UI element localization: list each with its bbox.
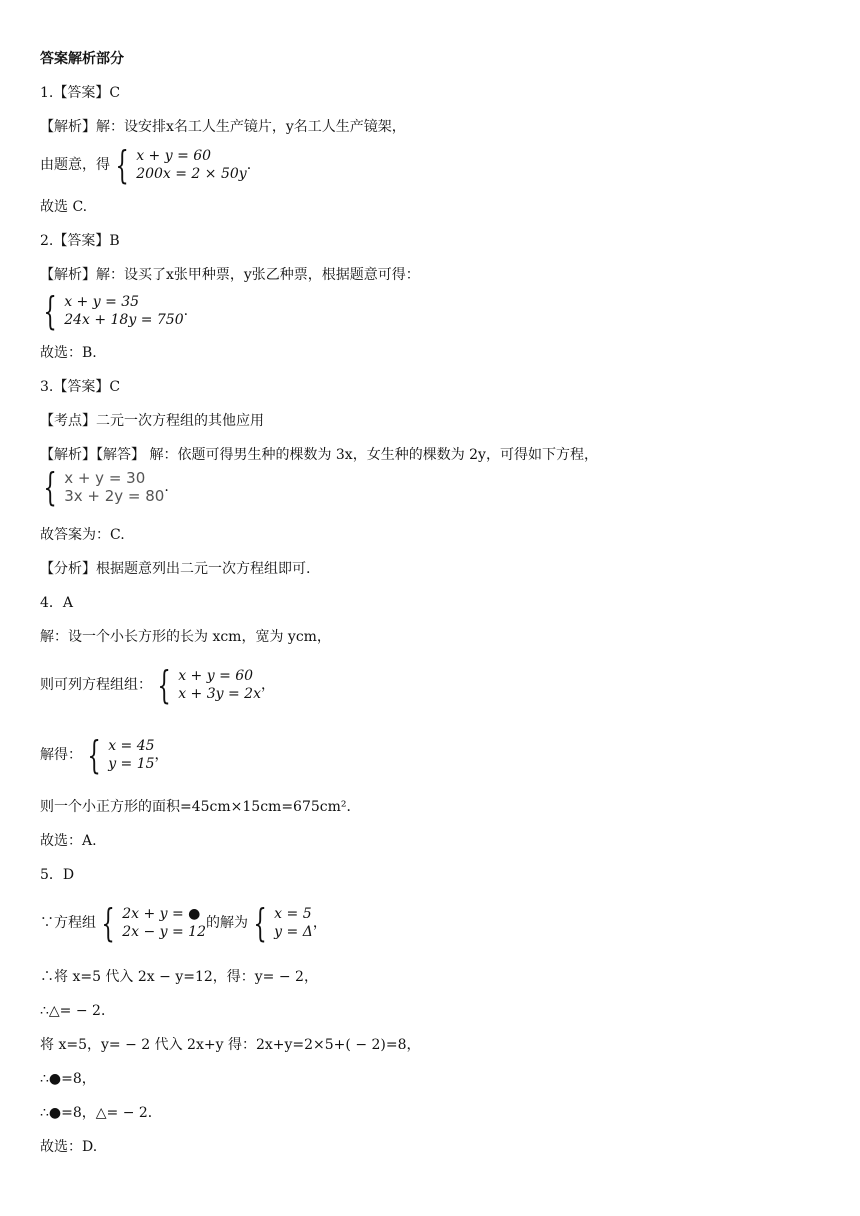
- q4-setup: 解：设一个小长方形的长为 xcm，宽为 ycm，: [40, 629, 331, 645]
- q5-mid: 的解为: [205, 915, 248, 931]
- q3-kaodian: 【考点】二元一次方程组的其他应用: [40, 413, 264, 429]
- q5-sol1: x = 5: [274, 906, 312, 922]
- q2-choice: 故选：B.: [40, 345, 97, 361]
- q4-choice: 故选：A.: [40, 833, 97, 849]
- q4-area: 则一个小正方形的面积=45cm×15cm=675cm²．: [40, 799, 361, 815]
- q4-lead: 则可列方程组组：: [40, 677, 152, 693]
- q2-answer: 2.【答案】B: [40, 233, 120, 249]
- q5-eq2: 2x − y = 12: [122, 924, 206, 940]
- q1-eq2: 200x = 2 × 50y: [136, 166, 247, 182]
- q5-step1: ∴将 x=5 代入 2x − y=12，得：y= − 2，: [40, 969, 318, 985]
- q1-analysis: 【解析】解：设安排x名工人生产镜片，y名工人生产镜架，: [40, 119, 406, 135]
- q2-system: { x + y = 35 24x + 18y = 750 .: [43, 289, 189, 333]
- q4-solve-lead: 解得：: [40, 747, 82, 763]
- q3-eq1: x + y = 30: [64, 469, 146, 487]
- q3-answer: 3.【答案】C: [40, 379, 121, 395]
- q1-tail: .: [246, 157, 252, 173]
- q5-step5: ∴●=8，△= − 2．: [40, 1105, 162, 1121]
- q5-eq1: 2x + y = ●: [122, 906, 201, 922]
- q4-sol-tail: ，: [154, 747, 169, 763]
- q5-sol2: y = Δ: [274, 924, 313, 940]
- q5-choice: 故选：D.: [40, 1139, 98, 1155]
- q1-answer: 1.【答案】C: [40, 85, 121, 101]
- q5-tail: ，: [312, 915, 327, 931]
- page-heading: 答案解析部分: [40, 51, 124, 67]
- q2-eq1: x + y = 35: [64, 294, 140, 310]
- q1-choice: 故选 C.: [40, 199, 88, 215]
- q5-step3: 将 x=5，y= − 2 代入 2x+y 得：2x+y=2×5+( − 2)=8，: [40, 1037, 421, 1053]
- q2-analysis: 【解析】解：设买了x张甲种票，y张乙种票，根据题意可得：: [40, 267, 420, 283]
- q3-system: { x + y = 30 3x + 2y = 80 .: [43, 465, 169, 509]
- q3-choice: 故答案为：C.: [40, 527, 125, 543]
- q2-tail: .: [183, 303, 189, 319]
- q4-system: 则可列方程组组： { x + y = 60 x + 3y = 2x ，: [40, 663, 275, 707]
- q5-step2: ∴△= − 2．: [40, 1003, 115, 1019]
- q3-eq2: 3x + 2y = 80: [64, 487, 165, 505]
- q1-lead: 由题意，得: [40, 157, 110, 173]
- q2-eq2: 24x + 18y = 750: [64, 312, 184, 328]
- q1-eq1: x + y = 60: [136, 148, 212, 164]
- q4-eq2: x + 3y = 2x: [178, 686, 261, 702]
- q3-analysis: 【解析】【解答】 解：依题可得男生种的棵数为 3x，女生种的棵数为 2y，可得如下方程，: [40, 447, 598, 463]
- q4-sol1: x = 45: [108, 738, 155, 754]
- q3-tail: .: [164, 479, 169, 495]
- q5-system: ∵方程组 { 2x + y = ● 2x − y = 12 的解为 { x = 5 y = Δ ，: [40, 901, 327, 945]
- q5-because: ∵方程组: [40, 915, 96, 931]
- q4-eq1: x + y = 60: [178, 668, 254, 684]
- q5-step4: ∴●=8，: [40, 1071, 96, 1087]
- q4-sol2: y = 15: [108, 756, 155, 772]
- q4-solution: 解得： { x = 45 y = 15 ，: [40, 733, 169, 777]
- q4-answer: 4．A: [40, 595, 74, 611]
- q3-fenxi: 【分析】根据题意列出二元一次方程组即可.: [40, 561, 311, 577]
- q4-tail: ，: [260, 677, 275, 693]
- q5-answer: 5．D: [40, 867, 75, 883]
- q1-system: 由题意，得 { x + y = 60 200x = 2 × 50y .: [40, 143, 252, 187]
